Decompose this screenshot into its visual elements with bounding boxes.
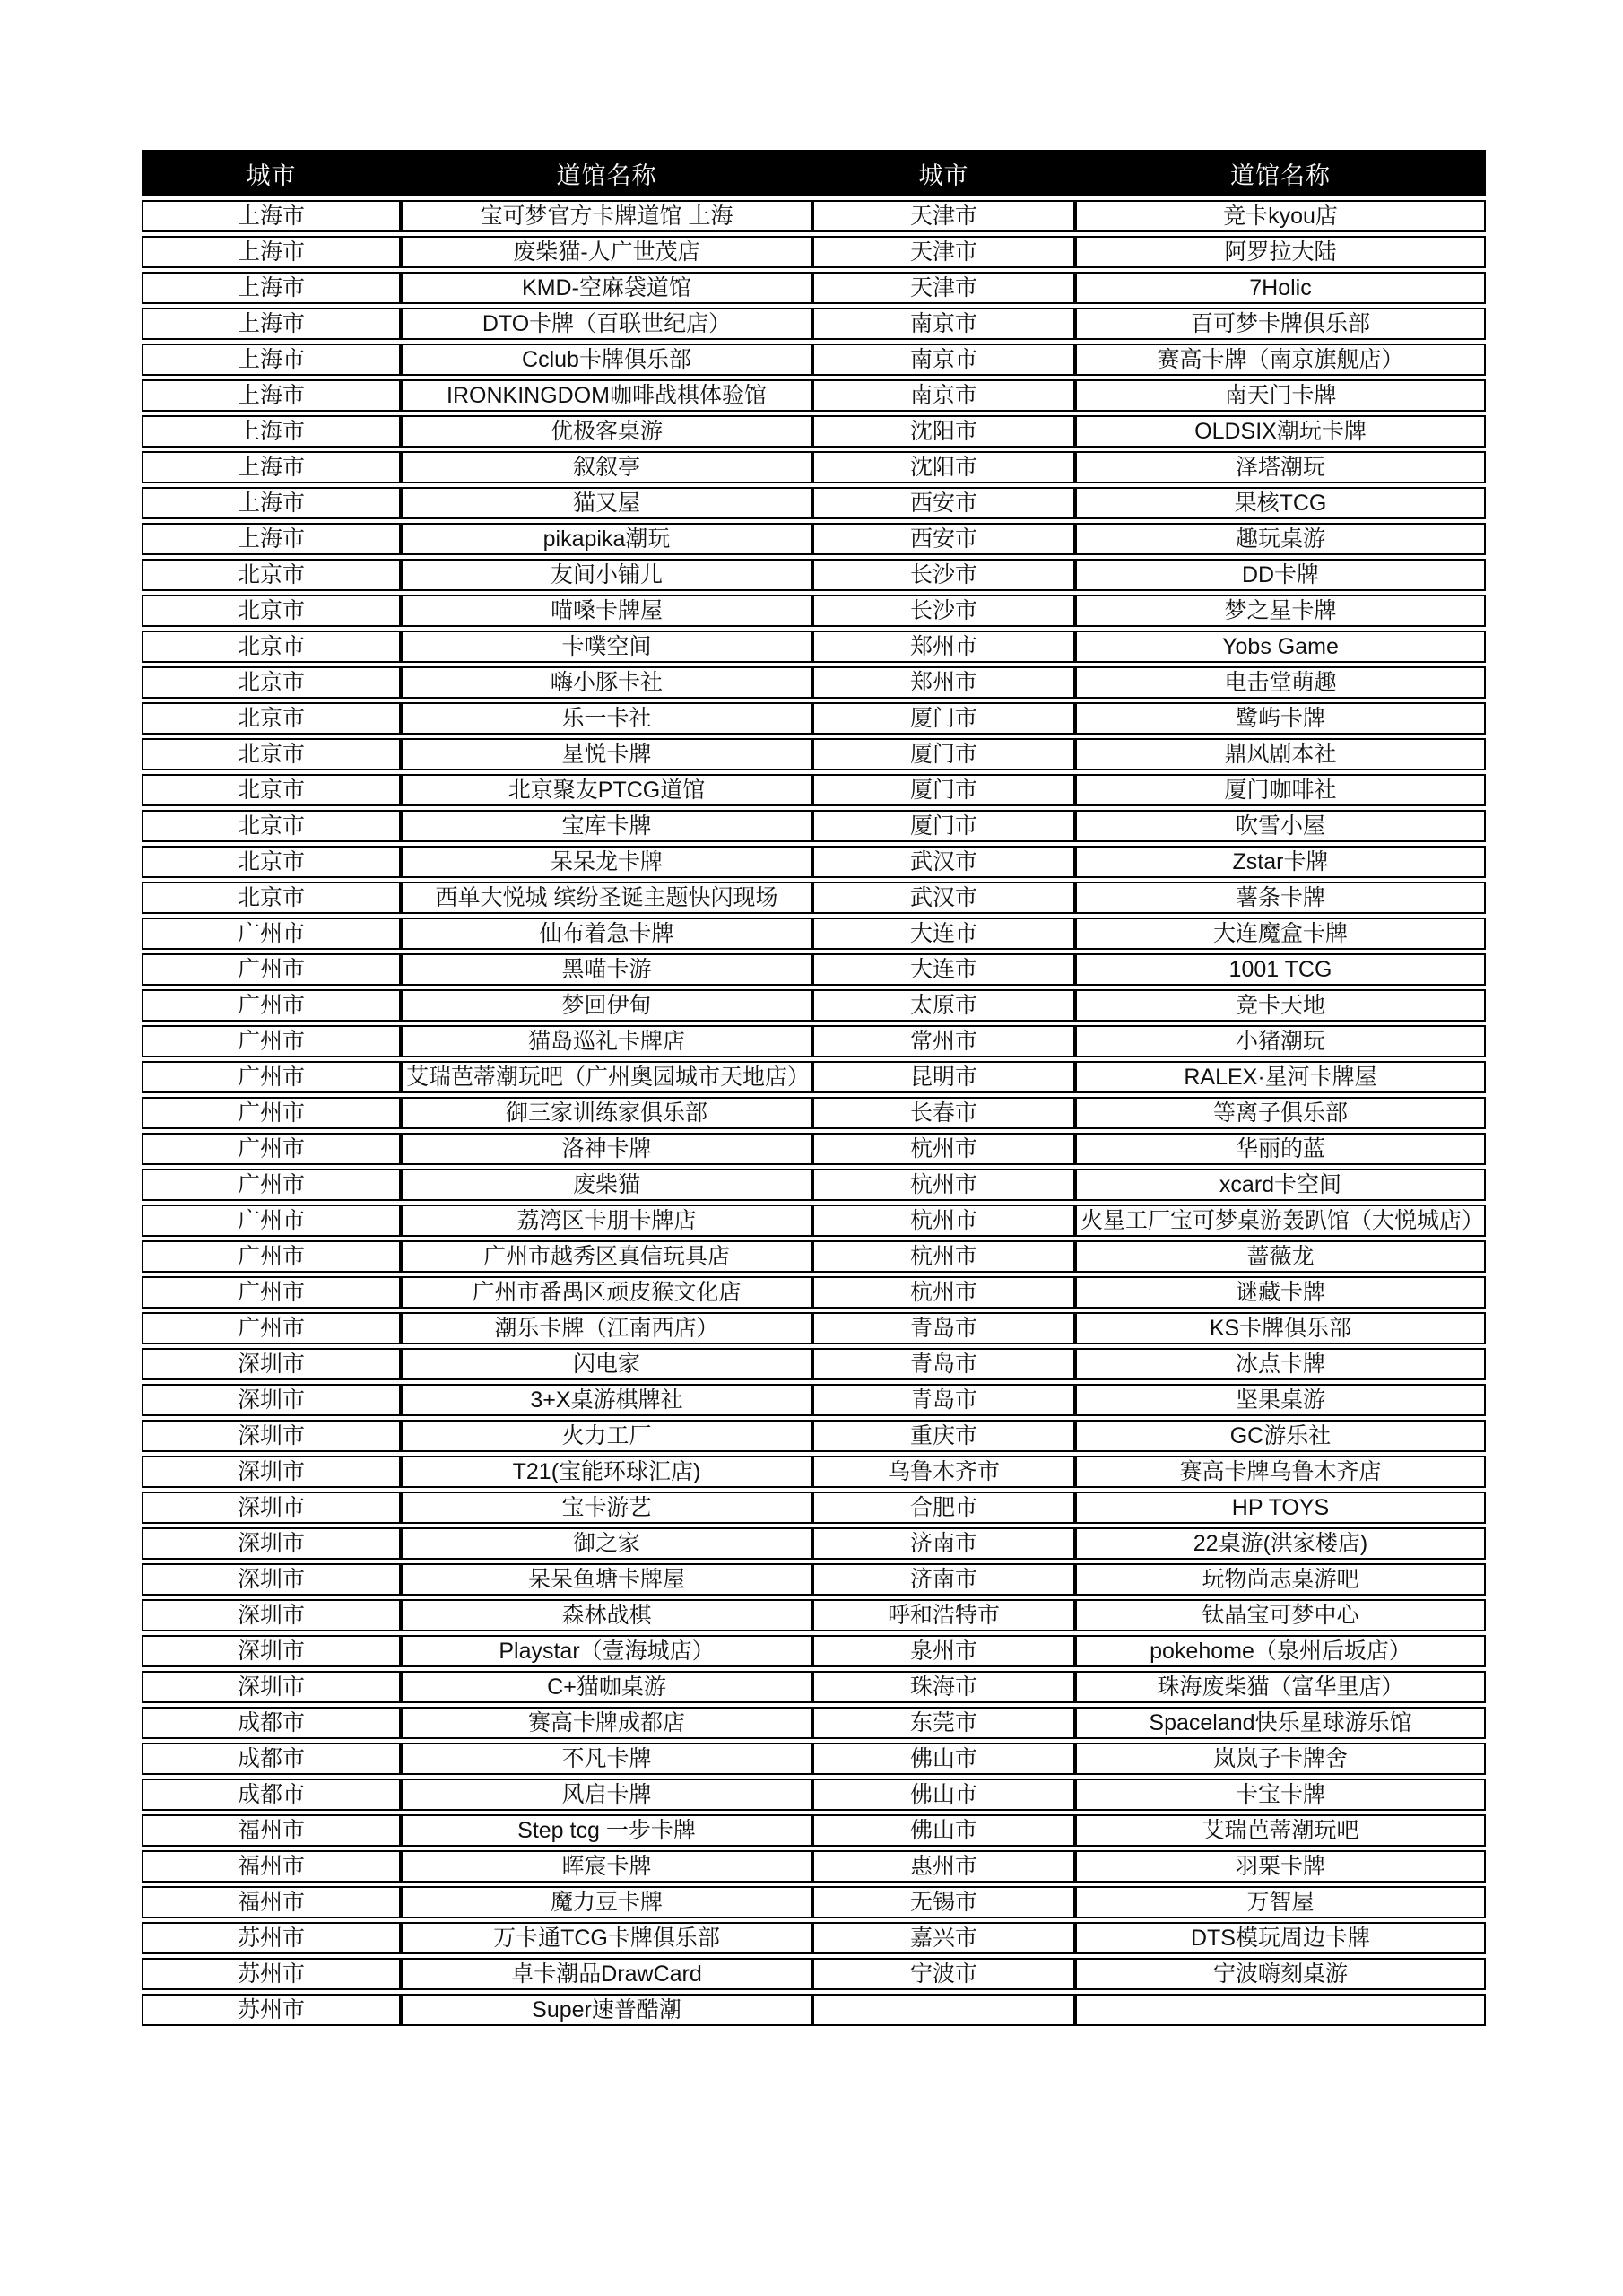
gym-name-cell: 钛晶宝可梦中心 <box>1075 1599 1486 1631</box>
table-row <box>142 1922 1486 1954</box>
gym-name-cell: Yobs Game <box>1075 631 1486 663</box>
city-cell: 福州市 <box>142 1814 401 1847</box>
gym-name-cell: 百可梦卡牌俱乐部 <box>1075 308 1486 340</box>
city-cell: 广州市 <box>142 1240 401 1273</box>
city-cell: 北京市 <box>142 774 401 806</box>
gym-name-cell: Step tcg 一步卡牌 <box>401 1814 812 1847</box>
gym-name-cell: 3+X桌游棋牌社 <box>401 1384 812 1416</box>
table-row <box>142 1707 1486 1739</box>
gym-name-cell: 御之家 <box>401 1527 812 1560</box>
city-cell: 青岛市 <box>812 1348 1075 1380</box>
gym-name-cell <box>1075 1994 1486 2026</box>
city-cell: 佛山市 <box>812 1779 1075 1811</box>
city-cell: 佛山市 <box>812 1814 1075 1847</box>
city-cell: 北京市 <box>142 631 401 663</box>
gym-name-cell: 呆呆龙卡牌 <box>401 846 812 878</box>
city-cell: 珠海市 <box>812 1671 1075 1703</box>
city-cell: 深圳市 <box>142 1384 401 1416</box>
gym-name-cell: 珠海废柴猫（富华里店） <box>1075 1671 1486 1703</box>
table-row <box>142 1527 1486 1560</box>
gym-name-cell: 星悦卡牌 <box>401 738 812 770</box>
city-cell: 西安市 <box>812 523 1075 555</box>
table-row <box>142 1563 1486 1596</box>
gym-name-cell: 猫又屋 <box>401 487 812 519</box>
gym-name-cell: 卡宝卡牌 <box>1075 1779 1486 1811</box>
city-cell: 北京市 <box>142 882 401 914</box>
city-cell: 上海市 <box>142 487 401 519</box>
table-row <box>142 1276 1486 1309</box>
gym-name-cell: 黑喵卡游 <box>401 953 812 986</box>
city-cell: 上海市 <box>142 200 401 232</box>
city-cell: 青岛市 <box>812 1384 1075 1416</box>
gym-name-cell: 宁波嗨刻桌游 <box>1075 1958 1486 1990</box>
gym-name-cell: 果核TCG <box>1075 487 1486 519</box>
table-row <box>142 810 1486 842</box>
table-row <box>142 1456 1486 1488</box>
city-cell: 深圳市 <box>142 1492 401 1524</box>
city-cell: 佛山市 <box>812 1743 1075 1775</box>
city-cell: 北京市 <box>142 666 401 699</box>
table-row <box>142 1814 1486 1847</box>
gym-name-cell: 小猪潮玩 <box>1075 1025 1486 1057</box>
city-cell: 杭州市 <box>812 1133 1075 1165</box>
gym-name-cell: KS卡牌俱乐部 <box>1075 1312 1486 1344</box>
gym-name-cell: OLDSIX潮玩卡牌 <box>1075 415 1486 448</box>
gym-name-cell: 森林战棋 <box>401 1599 812 1631</box>
table-row <box>142 1599 1486 1631</box>
gym-name-cell: 废柴猫-人广世茂店 <box>401 236 812 268</box>
table-row <box>142 308 1486 340</box>
gym-name-cell: 御三家训练家俱乐部 <box>401 1097 812 1129</box>
city-cell: 深圳市 <box>142 1563 401 1596</box>
table-row <box>142 918 1486 950</box>
city-cell: 泉州市 <box>812 1635 1075 1667</box>
gym-name-cell: 冰点卡牌 <box>1075 1348 1486 1380</box>
table-row <box>142 738 1486 770</box>
gym-name-cell: 羽栗卡牌 <box>1075 1850 1486 1883</box>
gym-name-cell: 南天门卡牌 <box>1075 379 1486 412</box>
table-row <box>142 1384 1486 1416</box>
table-row <box>142 1240 1486 1273</box>
city-cell: 大连市 <box>812 918 1075 950</box>
city-cell: 北京市 <box>142 702 401 735</box>
gym-name-cell: 宝可梦官方卡牌道馆 上海 <box>401 200 812 232</box>
table-row <box>142 989 1486 1022</box>
table-row <box>142 1133 1486 1165</box>
city-cell: 上海市 <box>142 344 401 376</box>
table-row <box>142 846 1486 878</box>
gym-name-cell: 大连魔盒卡牌 <box>1075 918 1486 950</box>
city-cell: 济南市 <box>812 1563 1075 1596</box>
table-row <box>142 702 1486 735</box>
gym-name-cell: pokehome（泉州后坂店） <box>1075 1635 1486 1667</box>
gym-name-cell: 火星工厂宝可梦桌游轰趴馆（大悦城店） <box>1075 1205 1486 1237</box>
gym-name-cell: 潮乐卡牌（江南西店） <box>401 1312 812 1344</box>
city-cell: 武汉市 <box>812 846 1075 878</box>
gym-name-cell: 厦门咖啡社 <box>1075 774 1486 806</box>
gym-name-cell: 梦回伊甸 <box>401 989 812 1022</box>
gym-name-cell: 西单大悦城 缤纷圣诞主题快闪现场 <box>401 882 812 914</box>
city-cell: 苏州市 <box>142 1958 401 1990</box>
gym-name-cell: 梦之星卡牌 <box>1075 595 1486 627</box>
gym-name-cell: 谜藏卡牌 <box>1075 1276 1486 1309</box>
table-row <box>142 666 1486 699</box>
table-row <box>142 1635 1486 1667</box>
city-cell: 天津市 <box>812 272 1075 304</box>
gym-name-cell: 魔力豆卡牌 <box>401 1886 812 1918</box>
gym-name-cell: C+猫咖桌游 <box>401 1671 812 1703</box>
city-cell: 上海市 <box>142 523 401 555</box>
city-cell: 厦门市 <box>812 738 1075 770</box>
city-cell: 广州市 <box>142 989 401 1022</box>
table-row <box>142 1205 1486 1237</box>
gym-name-cell: 猫岛巡礼卡牌店 <box>401 1025 812 1057</box>
city-cell: 上海市 <box>142 272 401 304</box>
city-cell: 深圳市 <box>142 1671 401 1703</box>
city-cell: 杭州市 <box>812 1169 1075 1201</box>
city-cell: 沈阳市 <box>812 451 1075 483</box>
city-cell: 南京市 <box>812 344 1075 376</box>
city-cell: 郑州市 <box>812 666 1075 699</box>
table-row <box>142 1097 1486 1129</box>
table-row <box>142 523 1486 555</box>
table-row <box>142 415 1486 448</box>
gym-name-cell: Cclub卡牌俱乐部 <box>401 344 812 376</box>
city-cell: 上海市 <box>142 379 401 412</box>
city-cell: 重庆市 <box>812 1420 1075 1452</box>
gym-name-cell: DTS模玩周边卡牌 <box>1075 1922 1486 1954</box>
header-gym-name-right: 道馆名称 <box>1075 150 1486 196</box>
gym-name-cell: 华丽的蓝 <box>1075 1133 1486 1165</box>
table-header <box>142 150 1486 196</box>
city-cell: 广州市 <box>142 1097 401 1129</box>
gym-name-cell: 嗨小豚卡社 <box>401 666 812 699</box>
city-cell: 南京市 <box>812 379 1075 412</box>
gym-name-cell: 宝卡游艺 <box>401 1492 812 1524</box>
gym-name-cell: 鼎风剧本社 <box>1075 738 1486 770</box>
city-cell: 广州市 <box>142 1061 401 1093</box>
table-body <box>142 200 1486 2026</box>
city-cell: 太原市 <box>812 989 1075 1022</box>
city-cell: 深圳市 <box>142 1527 401 1560</box>
gym-name-cell: 7Holic <box>1075 272 1486 304</box>
city-cell: 长春市 <box>812 1097 1075 1129</box>
city-cell: 宁波市 <box>812 1958 1075 1990</box>
table-row <box>142 1312 1486 1344</box>
table-row <box>142 1169 1486 1201</box>
table-row <box>142 1671 1486 1703</box>
gym-name-cell: 竞卡天地 <box>1075 989 1486 1022</box>
gym-name-cell: 废柴猫 <box>401 1169 812 1201</box>
table-row <box>142 1850 1486 1883</box>
table-row <box>142 1958 1486 1990</box>
city-cell: 呼和浩特市 <box>812 1599 1075 1631</box>
gym-name-cell: 荔湾区卡朋卡牌店 <box>401 1205 812 1237</box>
city-cell <box>812 1994 1075 2026</box>
city-cell: 厦门市 <box>812 702 1075 735</box>
table-row <box>142 1779 1486 1811</box>
table-row <box>142 953 1486 986</box>
header-row <box>142 150 1486 196</box>
city-cell: 郑州市 <box>812 631 1075 663</box>
city-cell: 福州市 <box>142 1886 401 1918</box>
table-row <box>142 236 1486 268</box>
city-cell: 常州市 <box>812 1025 1075 1057</box>
gym-name-cell: 22桌游(洪家楼店) <box>1075 1527 1486 1560</box>
gym-name-cell: 广州市番禺区顽皮猴文化店 <box>401 1276 812 1309</box>
city-cell: 福州市 <box>142 1850 401 1883</box>
gym-name-cell: 竞卡kyou店 <box>1075 200 1486 232</box>
city-cell: 苏州市 <box>142 1994 401 2026</box>
city-cell: 上海市 <box>142 236 401 268</box>
gym-name-cell: 艾瑞芭蒂潮玩吧（广州奥园城市天地店） <box>401 1061 812 1093</box>
table-row <box>142 1025 1486 1057</box>
gym-name-cell: 闪电家 <box>401 1348 812 1380</box>
city-cell: 上海市 <box>142 451 401 483</box>
city-cell: 长沙市 <box>812 595 1075 627</box>
gym-name-cell: 北京聚友PTCG道馆 <box>401 774 812 806</box>
city-cell: 广州市 <box>142 1205 401 1237</box>
table-row <box>142 1886 1486 1918</box>
city-cell: 深圳市 <box>142 1420 401 1452</box>
gym-name-cell: HP TOYS <box>1075 1492 1486 1524</box>
city-cell: 深圳市 <box>142 1635 401 1667</box>
gym-name-cell: 趣玩桌游 <box>1075 523 1486 555</box>
header-city-right: 城市 <box>812 150 1075 196</box>
gym-name-cell: 蔷薇龙 <box>1075 1240 1486 1273</box>
gym-name-cell: T21(宝能环球汇店) <box>401 1456 812 1488</box>
city-cell: 北京市 <box>142 595 401 627</box>
table-row <box>142 882 1486 914</box>
gym-name-cell: 万卡通TCG卡牌俱乐部 <box>401 1922 812 1954</box>
city-cell: 无锡市 <box>812 1886 1075 1918</box>
gym-name-cell: 赛高卡牌成都店 <box>401 1707 812 1739</box>
city-cell: 上海市 <box>142 415 401 448</box>
table-row <box>142 595 1486 627</box>
gym-name-cell: RALEX·星河卡牌屋 <box>1075 1061 1486 1093</box>
city-cell: 南京市 <box>812 308 1075 340</box>
city-cell: 济南市 <box>812 1527 1075 1560</box>
table-row <box>142 1420 1486 1452</box>
table-row <box>142 1492 1486 1524</box>
gym-name-cell: 赛高卡牌（南京旗舰店） <box>1075 344 1486 376</box>
gym-name-cell: 等离子俱乐部 <box>1075 1097 1486 1129</box>
city-cell: 广州市 <box>142 1133 401 1165</box>
gym-name-cell: 1001 TCG <box>1075 953 1486 986</box>
gym-name-cell: 叙叙亭 <box>401 451 812 483</box>
gym-name-cell: 喵嗓卡牌屋 <box>401 595 812 627</box>
city-cell: 深圳市 <box>142 1599 401 1631</box>
city-cell: 广州市 <box>142 953 401 986</box>
city-cell: 长沙市 <box>812 559 1075 591</box>
gym-name-cell: 鹭屿卡牌 <box>1075 702 1486 735</box>
gym-name-cell: IRONKINGDOM咖啡战棋体验馆 <box>401 379 812 412</box>
city-cell: 广州市 <box>142 1312 401 1344</box>
gym-list-table <box>142 146 1486 2030</box>
gym-name-cell: 乐一卡社 <box>401 702 812 735</box>
table-row <box>142 487 1486 519</box>
table-row <box>142 1743 1486 1775</box>
table-row <box>142 344 1486 376</box>
gym-name-cell: 风启卡牌 <box>401 1779 812 1811</box>
table-row <box>142 559 1486 591</box>
city-cell: 广州市 <box>142 1025 401 1057</box>
city-cell: 广州市 <box>142 918 401 950</box>
gym-name-cell: pikapika潮玩 <box>401 523 812 555</box>
city-cell: 北京市 <box>142 559 401 591</box>
city-cell: 武汉市 <box>812 882 1075 914</box>
city-cell: 杭州市 <box>812 1205 1075 1237</box>
gym-name-cell: 卓卡潮品DrawCard <box>401 1958 812 1990</box>
city-cell: 北京市 <box>142 846 401 878</box>
gym-name-cell: 电击堂萌趣 <box>1075 666 1486 699</box>
city-cell: 厦门市 <box>812 774 1075 806</box>
table-row <box>142 1061 1486 1093</box>
city-cell: 成都市 <box>142 1743 401 1775</box>
city-cell: 合肥市 <box>812 1492 1075 1524</box>
city-cell: 厦门市 <box>812 810 1075 842</box>
gym-name-cell: 仙布着急卡牌 <box>401 918 812 950</box>
table-row <box>142 1348 1486 1380</box>
table-row <box>142 631 1486 663</box>
gym-name-cell: 洛神卡牌 <box>401 1133 812 1165</box>
city-cell: 天津市 <box>812 200 1075 232</box>
header-gym-name-left: 道馆名称 <box>401 150 812 196</box>
gym-name-cell: Spaceland快乐星球游乐馆 <box>1075 1707 1486 1739</box>
city-cell: 广州市 <box>142 1169 401 1201</box>
gym-name-cell: 广州市越秀区真信玩具店 <box>401 1240 812 1273</box>
gym-name-cell: DTO卡牌（百联世纪店） <box>401 308 812 340</box>
gym-name-cell: 万智屋 <box>1075 1886 1486 1918</box>
table-row <box>142 200 1486 232</box>
gym-name-cell: 赛高卡牌乌鲁木齐店 <box>1075 1456 1486 1488</box>
city-cell: 苏州市 <box>142 1922 401 1954</box>
gym-name-cell: 艾瑞芭蒂潮玩吧 <box>1075 1814 1486 1847</box>
city-cell: 上海市 <box>142 308 401 340</box>
header-city-left: 城市 <box>142 150 401 196</box>
table-row <box>142 774 1486 806</box>
city-cell: 北京市 <box>142 738 401 770</box>
city-cell: 广州市 <box>142 1276 401 1309</box>
table-row <box>142 1994 1486 2026</box>
city-cell: 杭州市 <box>812 1276 1075 1309</box>
city-cell: 青岛市 <box>812 1312 1075 1344</box>
table-row <box>142 272 1486 304</box>
gym-name-cell: 薯条卡牌 <box>1075 882 1486 914</box>
table-row <box>142 379 1486 412</box>
city-cell: 昆明市 <box>812 1061 1075 1093</box>
gym-name-cell: 坚果桌游 <box>1075 1384 1486 1416</box>
city-cell: 嘉兴市 <box>812 1922 1075 1954</box>
gym-name-cell: 吹雪小屋 <box>1075 810 1486 842</box>
city-cell: 杭州市 <box>812 1240 1075 1273</box>
gym-name-cell: Zstar卡牌 <box>1075 846 1486 878</box>
gym-name-cell: 晖宸卡牌 <box>401 1850 812 1883</box>
city-cell: 成都市 <box>142 1779 401 1811</box>
gym-name-cell: KMD-空麻袋道馆 <box>401 272 812 304</box>
city-cell: 北京市 <box>142 810 401 842</box>
gym-name-cell: Super速普酷潮 <box>401 1994 812 2026</box>
city-cell: 大连市 <box>812 953 1075 986</box>
gym-name-cell: GC游乐社 <box>1075 1420 1486 1452</box>
gym-name-cell: 卡噗空间 <box>401 631 812 663</box>
gym-name-cell: 泽塔潮玩 <box>1075 451 1486 483</box>
gym-name-cell: Playstar（壹海城店） <box>401 1635 812 1667</box>
gym-name-cell: 阿罗拉大陆 <box>1075 236 1486 268</box>
gym-name-cell: DD卡牌 <box>1075 559 1486 591</box>
gym-name-cell: 呆呆鱼塘卡牌屋 <box>401 1563 812 1596</box>
city-cell: 乌鲁木齐市 <box>812 1456 1075 1488</box>
gym-name-cell: 岚岚子卡牌舍 <box>1075 1743 1486 1775</box>
gym-name-cell: 宝库卡牌 <box>401 810 812 842</box>
city-cell: 东莞市 <box>812 1707 1075 1739</box>
gym-name-cell: 玩物尚志桌游吧 <box>1075 1563 1486 1596</box>
gym-name-cell: 不凡卡牌 <box>401 1743 812 1775</box>
gym-name-cell: 火力工厂 <box>401 1420 812 1452</box>
gym-name-cell: 友间小铺儿 <box>401 559 812 591</box>
city-cell: 西安市 <box>812 487 1075 519</box>
gym-name-cell: 优极客桌游 <box>401 415 812 448</box>
gym-name-cell: xcard卡空间 <box>1075 1169 1486 1201</box>
city-cell: 沈阳市 <box>812 415 1075 448</box>
table-row <box>142 451 1486 483</box>
city-cell: 惠州市 <box>812 1850 1075 1883</box>
city-cell: 成都市 <box>142 1707 401 1739</box>
city-cell: 天津市 <box>812 236 1075 268</box>
city-cell: 深圳市 <box>142 1348 401 1380</box>
city-cell: 深圳市 <box>142 1456 401 1488</box>
